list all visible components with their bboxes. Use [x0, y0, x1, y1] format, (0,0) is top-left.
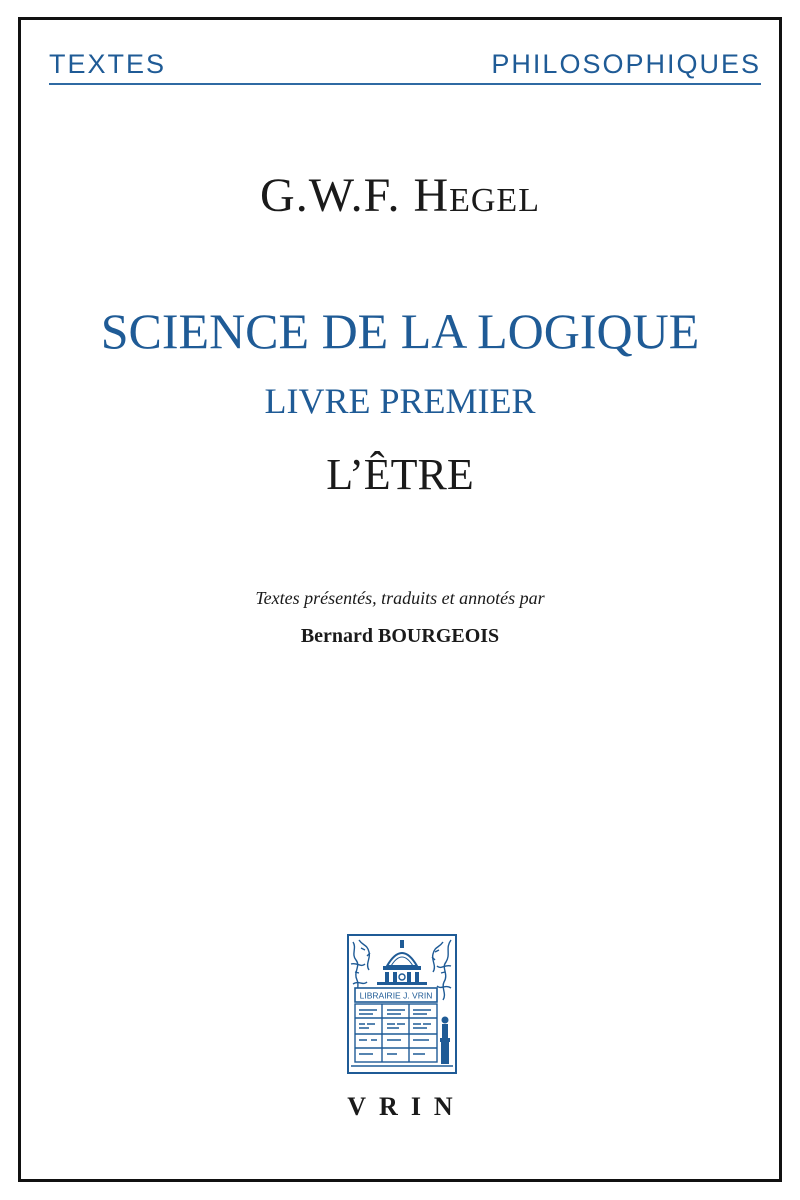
book-cover [18, 17, 782, 1182]
publisher-name: VRIN [347, 1092, 466, 1121]
series-divider [49, 83, 761, 85]
book-title: SCIENCE DE LA LOGIQUE [100, 303, 700, 359]
book-subtitle: LIVRE PREMIER [264, 381, 536, 421]
logo-shop-sign: LIBRAIRIE J. VRIN [359, 990, 433, 1001]
series-title: TEXTES PHILOSOPHIQUES [49, 49, 761, 79]
author-name: G.W.F. Hegel [260, 169, 540, 222]
publisher-logo [347, 934, 457, 1074]
volume-title: L’ÊTRE [326, 450, 474, 499]
translation-credit: Textes présentés, traduits et annotés par [255, 588, 545, 608]
translator-name: Bernard BOURGEOIS [300, 625, 500, 647]
